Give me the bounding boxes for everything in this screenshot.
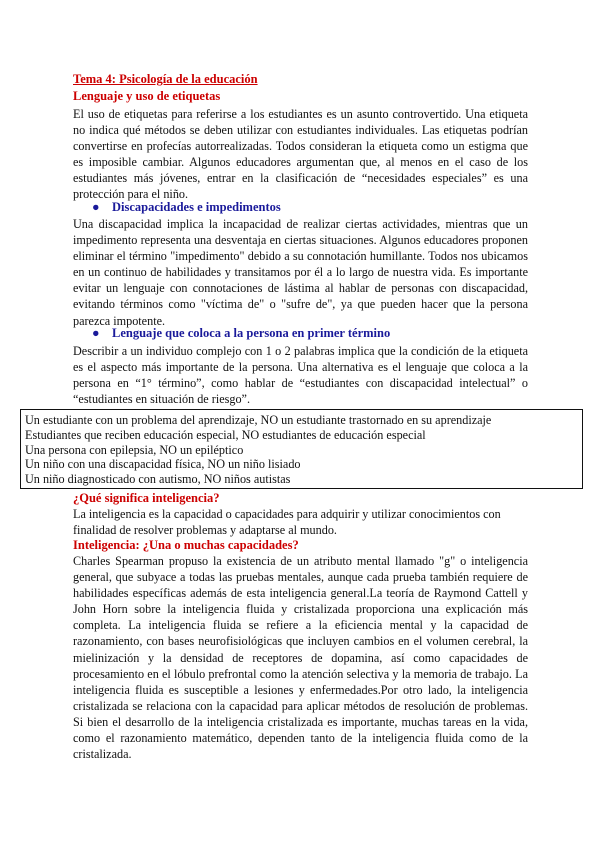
bullet-heading-label: Lenguaje que coloca a la persona en primer término [112, 326, 391, 340]
example-line: Un estudiante con un problema del aprendizaje, NO un estudiante trastornado en su aprendizaje [25, 413, 492, 427]
paragraph-labels: El uso de etiquetas para referirse a los estudiantes es un asunto controvertido. Una etiqueta no indica qué métodos se deben utilizar con estudiantes individuales. Las etiquetas podrían convertirse en profecías autorrealizadas. Todos consideran la etiqueta como un estigma que es imposible cambiar. Algunos educadores argumentan que, al menos en el caso de los estudiantes más jóvenes, entrar en la clasificación de “necesidades especiales” es una protección para el niño. [73, 107, 528, 202]
section-heading-labels: Lenguaje y uso de etiquetas [73, 89, 221, 103]
paragraph-person-first: Describir a un individuo complejo con 1 o 2 palabras implica que la condición de la etiqueta es el aspecto más importante de la persona. Una alternativa es el lenguaje que coloca a la persona en “1° término”, como hablar de “estudiantes con discapacidad intelectual” o “estudiantes en situación de riesgo”. [73, 344, 528, 407]
bullet-heading-person-first [92, 326, 390, 341]
example-line: Una persona con epilepsia, NO un epiléptico [25, 442, 244, 457]
bullet-icon: ● [92, 326, 100, 340]
bullet-icon: ● [92, 200, 100, 214]
section-heading-intelligence: ¿Qué significa inteligencia? [73, 491, 220, 505]
paragraph-intelligence: La inteligencia es la capacidad o capacidades para adquirir y utilizar conocimientos con finalidad de resolver problemas y adaptarse al mundo. [73, 507, 501, 538]
examples-box [20, 409, 583, 489]
example-line: Un niño con una discapacidad física, NO un niño lisiado [25, 457, 301, 472]
paragraph-capacities: Charles Spearman propuso la existencia de un atributo mental llamado "g" o inteligencia general, que subyace a todas las pruebas mentales, aunque cada prueba también requiere de habilidades específicas además de esta inteligencia general.La teoría de Raymond Cattell y John Horn sobre la inteligencia fluida y cristalizada proporciona una explicación más completa. La inteligencia fluida se refiere a la eficiencia mental y la capacidad de razonamiento, con bases neurofisiológicas que incluyen cambios en el volumen cerebral, la mielinización y la densidad de receptores de dopamina, así como capacidades de procesamiento en el lóbulo prefrontal como la atención selectiva y la memoria de trabajo. La inteligencia fluida es susceptible a lesiones y enfermedades.Por otro lado, la inteligencia cristalizada se relaciona con la capacidad para aplicar métodos de resolución de problemas. Si bien el desarrollo de la inteligencia cristalizada es importante, muchas tareas en la vida, como el razonamiento matemático, dependen tanto de la inteligencia fluida como de la cristalizada. [73, 554, 528, 762]
section-heading-capacities: Inteligencia: ¿Una o muchas capacidades? [73, 538, 299, 552]
document-title: Tema 4: Psicología de la educación [73, 72, 258, 86]
bullet-heading-disabilities [92, 200, 281, 215]
paragraph-disabilities: Una discapacidad implica la incapacidad de realizar ciertas actividades, mientras que un impedimento representa una desventaja en ciertas situaciones. Algunos educadores proponen eliminar el término "impedimento" debido a su connotación humillante. Todos nos ubicamos en un continuo de habilidades y transitamos por él a lo largo de nuestra vida. Es importante evitar un lenguaje con connotaciones de lástima al hablar de personas con discapacidad, evitando términos como "víctima de" o "sufre de", ya que pueden hacer que la persona parezca impotente. [73, 217, 528, 328]
example-line: Un niño diagnosticado con autismo, NO niños autistas [25, 472, 291, 487]
bullet-heading-label: Discapacidades e impedimentos [112, 200, 281, 214]
example-line: Estudiantes que reciben educación especial, NO estudiantes de educación especial [25, 427, 426, 442]
